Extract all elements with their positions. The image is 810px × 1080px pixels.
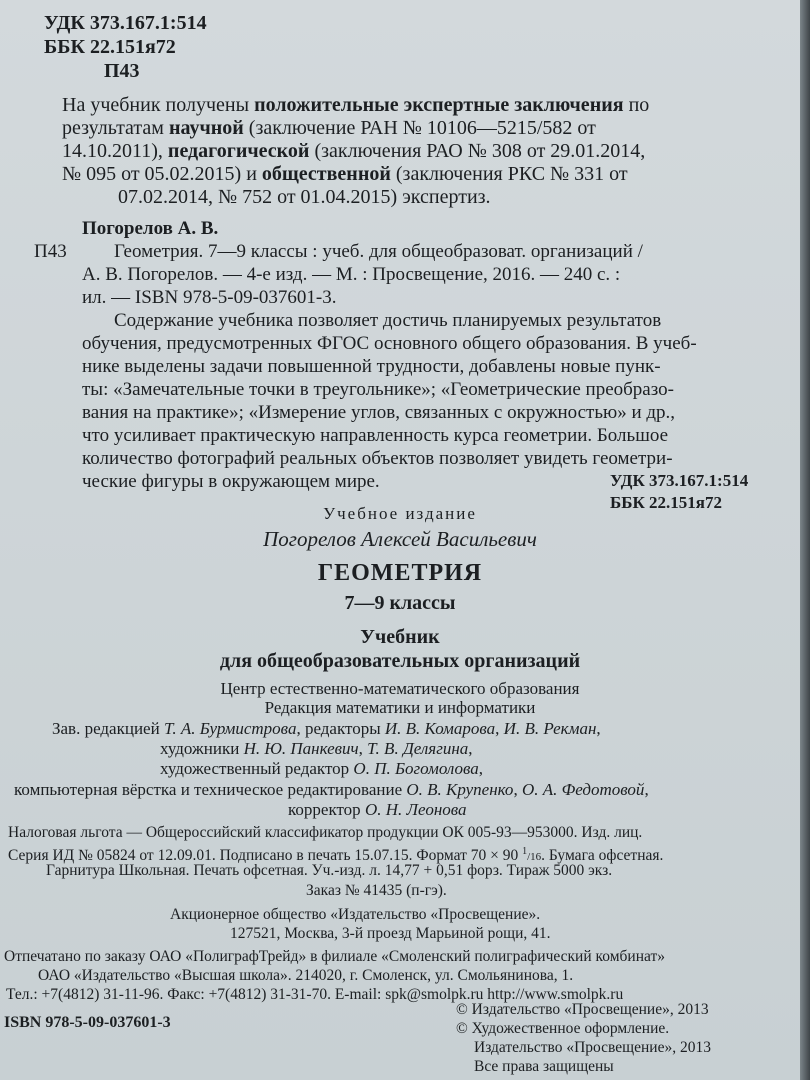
credit-person: Т. В. Делягина <box>367 739 469 758</box>
bbk-code-right: ББК 22.151я72 <box>610 493 723 512</box>
biblio-author: Погорелов А. В. <box>82 218 219 239</box>
credit-person: О. А. Федотовой <box>521 780 645 799</box>
abstract-line: что усиливает практическую направленность курса геометрии. Большое <box>82 425 669 446</box>
expert-line-2: результатам научной (заключение РАН № 10106—5215/582 от <box>62 117 596 139</box>
credit-role: , <box>478 759 484 778</box>
credit-role: , <box>644 780 649 799</box>
credits-line-4 <box>14 779 649 801</box>
imprint-line: Серия ИД № 05824 от 12.09.01. Подписано в печать 15.07.15. Формат 70 × 90 $^1$/16. Бумага офсетная. <box>8 846 664 865</box>
printer-line: Отпечатано по заказу ОАО «ПолиграфТрейд» в филиале «Смоленский полиграфический комбинат» <box>4 948 665 965</box>
credit-role: , <box>468 739 473 758</box>
author-full-name: Погорелов Алексей Васильевич <box>263 527 537 551</box>
expert-line-4: № 095 от 05.02.2015) и общественной (заключения РКС № 331 от <box>62 163 628 185</box>
expert-line-1: На учебник получены положительные экспертные заключения по <box>62 94 650 116</box>
credit-person: Н. Ю. Панкевич <box>243 739 359 758</box>
book-grades: 7—9 классы <box>344 592 456 614</box>
credit-person: И. В. Рекман <box>503 719 597 738</box>
credit-role: художественный редактор <box>160 759 354 778</box>
expert-line-5: 07.02.2014, № 752 от 01.04.2015) экспертиз. <box>118 186 491 208</box>
copyright-publisher: © Издательство «Просвещение», 2013 <box>456 1001 709 1018</box>
author-mark: П43 <box>104 60 140 82</box>
credit-role: , <box>495 719 504 738</box>
isbn: ISBN 978-5-09-037601-3 <box>4 1014 171 1031</box>
credits-line-5 <box>288 799 467 821</box>
imprint-line: Налоговая льгота — Общероссийский классификатор продукции ОК 005-93—953000. Изд. лиц. <box>8 824 643 841</box>
credit-role: , <box>596 719 601 738</box>
biblio-code: П43 <box>34 241 67 262</box>
credit-person: Т. А. Бурмистрова <box>163 719 297 738</box>
book-audience: для общеобразовательных организаций <box>219 650 581 672</box>
edition-type: Учебное издание <box>323 504 477 523</box>
credit-role: , <box>358 739 368 758</box>
bbk-code: ББК 22.151я72 <box>44 36 176 58</box>
credit-role: , <box>513 780 522 799</box>
abstract-line: ческие фигуры в окружающем мире. <box>82 471 380 492</box>
rights-reserved: Все права защищены <box>474 1058 614 1075</box>
copyright-design: © Художественное оформление. <box>456 1020 670 1037</box>
credits-line-1 <box>52 718 601 740</box>
publisher-address: 127521, Москва, 3-й проезд Марьиной рощи, 41. <box>230 925 551 942</box>
credit-role: Зав. редакцией <box>52 719 164 738</box>
abstract-line: ты: «Замечательные точки в треугольнике»; «Геометрические преобразо- <box>82 379 674 400</box>
book-kind: Учебник <box>360 626 440 648</box>
credit-person: И. В. Комарова <box>384 719 496 738</box>
abstract-line: Содержание учебника позволяет достичь планируемых результатов <box>114 310 662 331</box>
credit-person: О. Н. Леонова <box>364 800 467 819</box>
publisher-name: Акционерное общество «Издательство «Просвещение». <box>170 906 541 923</box>
biblio-line-1: Геометрия. 7—9 классы : учеб. для общеобразоват. организаций / <box>114 241 643 262</box>
biblio-line-3: ил. — ISBN 978-5-09-037601-3. <box>82 287 337 308</box>
printer-line: ОАО «Издательство «Высшая школа». 214020, г. Смоленск, ул. Смольянинова, 1. <box>38 967 574 984</box>
book-title: ГЕОМЕТРИЯ <box>317 560 483 586</box>
book-spine-edge <box>800 0 810 1080</box>
abstract-line: нике выделены задачи повышенной трудности, добавлены новые пунк- <box>82 356 661 377</box>
publishing-center: Центр естественно-математического образования <box>220 679 580 698</box>
credits-line-3 <box>160 758 483 780</box>
expert-line-3: 14.10.2011), педагогической (заключения РАО № 308 от 29.01.2014, <box>62 140 646 162</box>
credit-role: художники <box>160 739 244 758</box>
publishing-redaction: Редакция математики и информатики <box>264 698 536 717</box>
udk-code-right: УДК 373.167.1:514 <box>610 471 749 490</box>
credit-role: корректор <box>288 800 365 819</box>
order-number: Заказ № 41435 (п-гэ). <box>306 882 447 899</box>
udk-code: УДК 373.167.1:514 <box>44 12 207 34</box>
abstract-line: обучения, предусмотренных ФГОС основного общего образования. В учеб- <box>82 333 697 354</box>
copyright-design-owner: Издательство «Просвещение», 2013 <box>474 1039 711 1056</box>
imprint-line: Гарнитура Школьная. Печать офсетная. Уч.-изд. л. 14,77 + 0,51 форз. Тираж 5000 экз. <box>46 862 613 879</box>
printer-contacts: Тел.: +7(4812) 31-11-96. Факс: +7(4812) 31-31-70. E-mail: spk@smolpk.ru http://www.smolpk.ru <box>6 986 624 1003</box>
credit-role: , редакторы <box>296 719 385 738</box>
credit-person: О. В. Крупенко <box>406 780 514 799</box>
abstract-line: вания на практике»; «Измерение углов, связанных с окружностью» и др., <box>82 402 676 423</box>
abstract-line: количество фотографий реальных объектов позволяет увидеть геометри- <box>82 448 673 469</box>
credit-role: компьютерная вёрстка и техническое редактирование <box>14 780 407 799</box>
credit-person: О. П. Богомолова <box>353 759 479 778</box>
credits-line-2 <box>160 738 473 760</box>
biblio-line-2: А. В. Погорелов. — 4-е изд. — М. : Просвещение, 2016. — 240 с. : <box>82 264 621 285</box>
